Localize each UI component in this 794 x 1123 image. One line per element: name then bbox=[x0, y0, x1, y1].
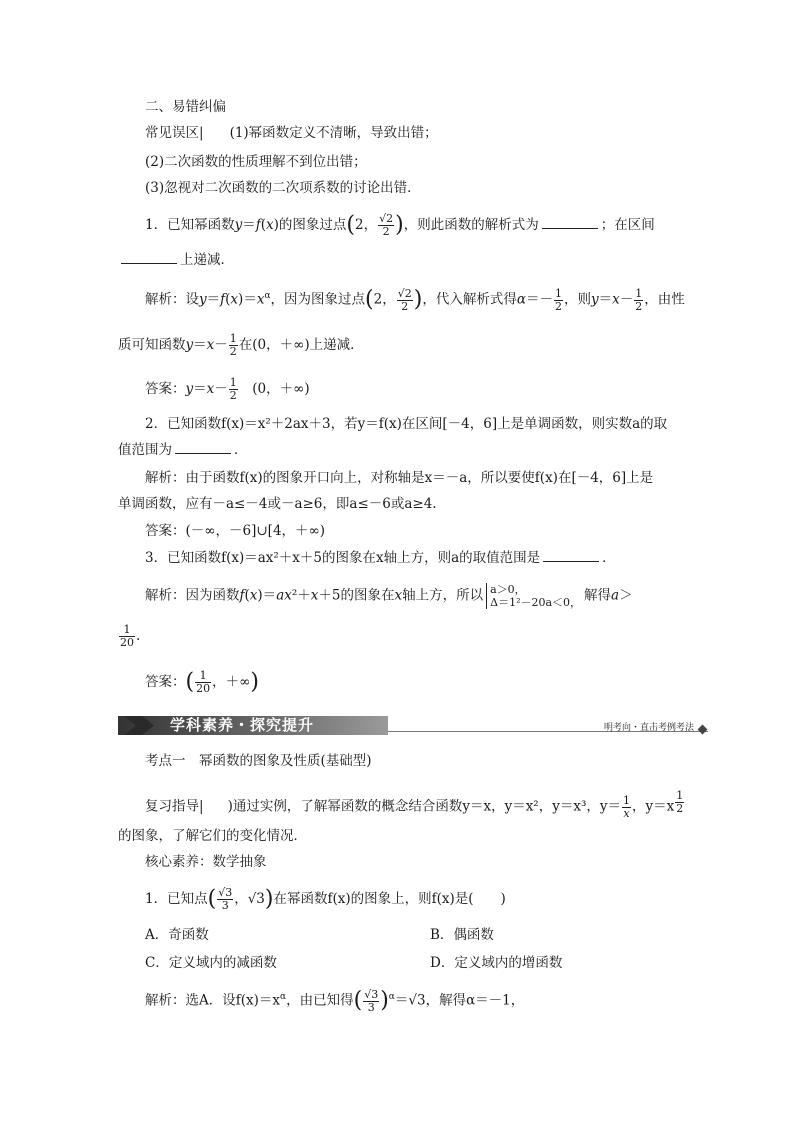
question-2-line2: 值范围为 ． bbox=[118, 442, 248, 458]
option-c: C．定义域内的减函数 bbox=[145, 955, 277, 971]
q2-answer: 答案：(－∞，－6]∪[4，＋∞) bbox=[145, 523, 326, 539]
q3-solution: 解析：因为函数f(x)＝ax²＋x＋5的图象在x轴上方，所以 a＞0， Δ＝1²－20a＜0， 解得a＞ bbox=[145, 583, 633, 609]
p1-sol-b: ，由已知得 bbox=[286, 992, 354, 1009]
q3-answer: 答案：( $\frac{1}{20}$ ，＋∞) bbox=[145, 669, 259, 695]
q1-text-c: ，则此函数的解析式为 bbox=[403, 217, 539, 233]
q2-text2: 值范围为 bbox=[118, 442, 172, 458]
q3-sol-a: 解析：因为函数 bbox=[145, 587, 240, 604]
banner-subtitle: 明考向・直击考例考法 bbox=[603, 723, 694, 733]
section-banner bbox=[118, 712, 708, 738]
q1-sol-b: ，因为图象过点 bbox=[270, 291, 366, 308]
q3-sol-b: 的图象在 bbox=[340, 587, 395, 604]
error-2: (2)二次函数的性质理解不到位出错； bbox=[145, 154, 367, 170]
error-1: (1)幂函数定义不清晰，导致出错； bbox=[229, 125, 438, 141]
question-1: 1．已知幂函数y＝f(x)的图象过点(2， $\frac{√2}{2}$ )，则此函数的解析式为 ；在区间 bbox=[145, 212, 655, 238]
q3-blank bbox=[543, 548, 599, 562]
q1-sol-e: ，由性 bbox=[644, 291, 685, 308]
q1-sol-g: 在(0，＋∞)上递减． bbox=[238, 337, 364, 353]
q1-ans-label: 答案： bbox=[145, 381, 186, 397]
q1-sol-a: 解析：设 bbox=[145, 291, 199, 308]
common-errors-line bbox=[145, 123, 438, 143]
option-a: A．奇函数 bbox=[145, 927, 209, 943]
problem-1: 1．已知点( $\frac{√3}{3}$ ，√3)在幂函数f(x)的图象上，则f(x)是( ) bbox=[145, 886, 506, 912]
question-1-line2 bbox=[118, 250, 234, 270]
p1-sol-a: 解析：选A．设f(x)＝x bbox=[145, 992, 281, 1009]
option-b: B．偶函数 bbox=[430, 927, 494, 943]
guide-line-2: 的图象，了解它们的变化情况． bbox=[118, 828, 307, 844]
option-d: D．定义域内的增函数 bbox=[430, 955, 563, 971]
q3-sys1: a＞0， bbox=[490, 583, 526, 596]
p1-a: 1．已知点 bbox=[145, 891, 208, 907]
common-errors-label: 常见误区| bbox=[145, 125, 204, 141]
guide-text2: ，y＝x bbox=[632, 798, 675, 815]
q1-answer: 答案：y＝x－ $\frac{1}{2}$ (0，＋∞) bbox=[145, 376, 310, 402]
p1-sol-c: ＝√3，解得α＝－1， bbox=[394, 992, 525, 1009]
q1-solution: 解析：设$y=f(x)=x^\alpha$，因为图象过点(2， $\frac{√2}{2}$ )，代入解析式得α＝－ $\frac{1}{2}$ ，则y＝x－ $\frac{1}{2}$ ，由性 bbox=[145, 286, 685, 313]
topic-title: 考点一 幂函数的图象及性质(基础型) bbox=[145, 753, 372, 769]
guide-label: 复习指导| bbox=[145, 798, 204, 815]
q1-sol-f: 质可知函数 bbox=[118, 337, 186, 353]
p1-solution: 解析：选A．设$f(x)=x^\alpha$，由已知得( $\frac{√3}{3}$ )$^\alpha$＝√3，解得α＝－1， bbox=[145, 987, 525, 1014]
question-3: 3．已知函数f(x)＝ax²＋x＋5的图象在x轴上方，则a的取值范围是 ． bbox=[145, 550, 616, 566]
banner-title: 学科素养・探究提升 bbox=[170, 716, 315, 734]
q3-ans-label: 答案： bbox=[145, 674, 186, 690]
q2-blank bbox=[175, 440, 231, 454]
section-title: 二、易错纠偏 bbox=[145, 99, 226, 115]
q1-sol-c: ，代入解析式得 bbox=[422, 291, 517, 308]
diamond-icon bbox=[698, 725, 708, 735]
answer-blank bbox=[542, 215, 598, 229]
q2-solution-2: 单调函数，应有－a≤－4或－a≥6，即a≤－6或a≥4. bbox=[118, 496, 437, 512]
q1-solution-line2: 质可知函数y＝x－ $\frac{1}{2}$ 在(0，＋∞)上递减． bbox=[118, 332, 364, 358]
p1-b: 在幂函数f(x)的图象上，则f(x)是( ) bbox=[273, 891, 506, 907]
error-3: (3)忽视对二次函数的二次项系数的讨论出错． bbox=[145, 180, 421, 196]
q3-sys2: Δ＝1²－20a＜0， bbox=[490, 596, 582, 609]
core-literacy: 核心素养：数学抽象 bbox=[145, 854, 267, 870]
q1-text-d: ；在区间 bbox=[600, 217, 655, 233]
q3-solution-line2: $\frac{1}{20}$ . bbox=[120, 623, 141, 649]
q3-sol-d: 解得 bbox=[584, 587, 612, 604]
q3-text: 3．已知函数f(x)＝ax²＋x＋5的图象在x轴上方，则a的取值范围是 bbox=[145, 550, 541, 566]
q1-text-b: 的图象过点 bbox=[278, 217, 347, 233]
question-2: 2．已知函数f(x)＝x²＋2ax＋3，若y＝f(x)在区间[－4，6]上是单调函数，则实数a的取 bbox=[145, 416, 668, 432]
q3-system bbox=[486, 583, 581, 609]
guide-line: 复习指导| )通过实例，了解幂函数的概念结合函数y＝x，y＝x²，y＝x³，y＝ $\frac{1}{x}$ ，y＝x $^{\frac{1}{2}}$ bbox=[145, 789, 684, 820]
q3-sol-c: 轴上方，所以 bbox=[402, 587, 484, 604]
q1-ans-b: (0，＋∞) bbox=[252, 381, 310, 397]
answer-blank-2 bbox=[121, 250, 177, 264]
q1-text-a: 1．已知幂函数 bbox=[145, 217, 235, 233]
guide-text: )通过实例，了解幂函数的概念结合函数y＝x，y＝x²，y＝x³，y＝ bbox=[227, 798, 621, 815]
q2-solution-1: 解析：由于函数f(x)的图象开口向上，对称轴是x＝－a，所以要使f(x)在[－4，6]上是 bbox=[145, 470, 654, 486]
q1-sol-d: ，则 bbox=[563, 291, 591, 308]
q1-text-e: 上递减． bbox=[180, 252, 234, 268]
